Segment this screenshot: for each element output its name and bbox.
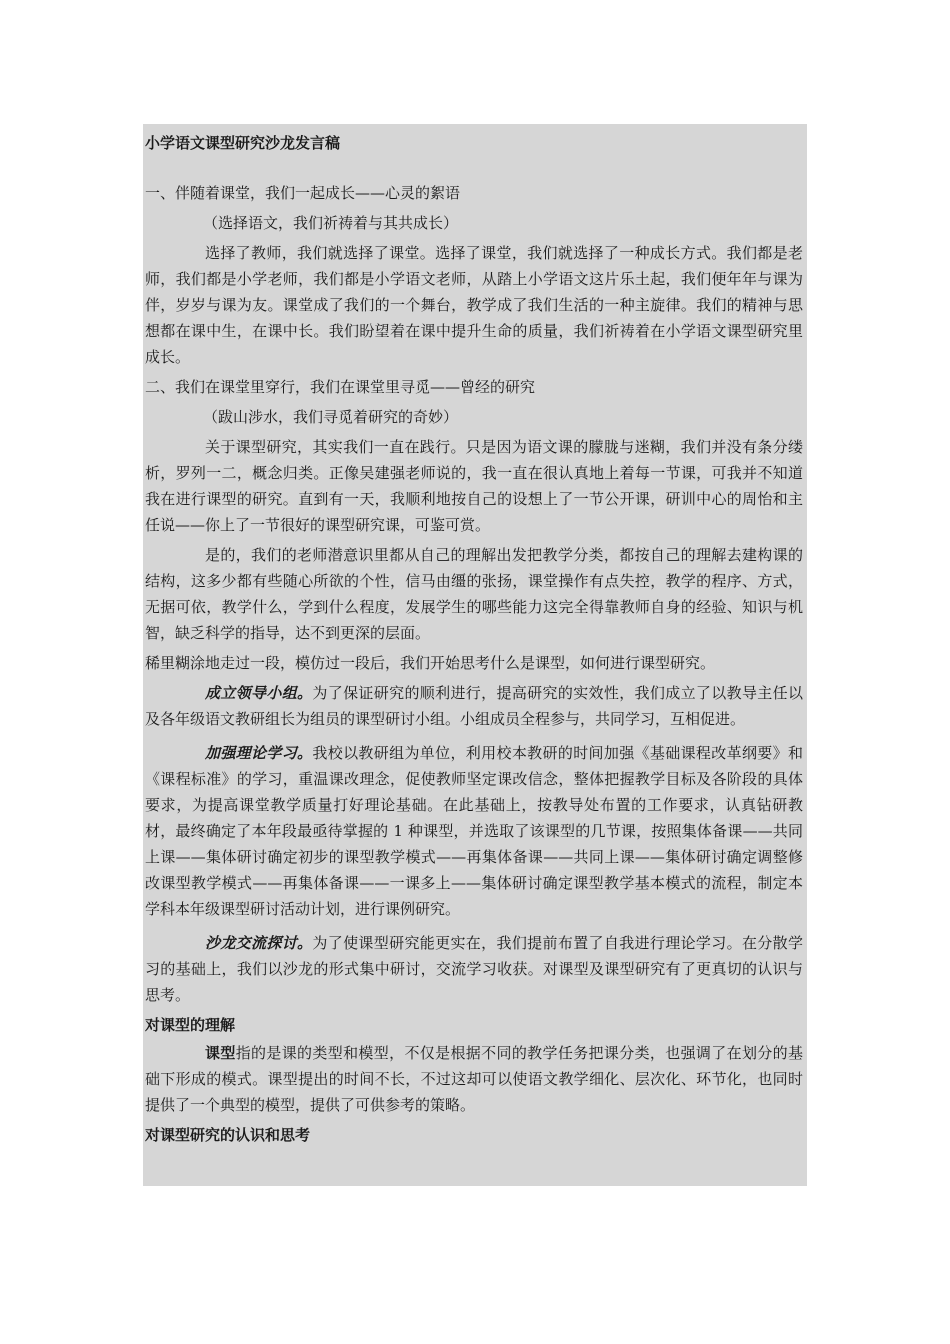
paragraph-course-type: 指的是课的类型和模型，不仅是根据不同的教学任务把课分类，也强调了在划分的基础下形成的模式。课型提出的时间不长，不过这却可以使语文教学细化、层次化、环节化，也同时提供了一个典型的模型，提供了可供参考的策略。 (145, 1044, 803, 1114)
section-1-subheading: （选择语文，我们祈祷着与其共成长） (203, 214, 459, 232)
paragraph-theory-study: 我校以教研组为单位，利用校本教研的时间加强《基础课程改革纲要》和《课程标准》的学习，重温课改理念，促使教师坚定课改信念，整体把握教学目标及各阶段的具体要求，为提高课堂教学质量打好理论基础。在此基础上，按教导处布置的工作要求，认真钻研教材，最终确定了本年段最亟待掌握的 1 种课型，并选取了该课型的几节课，按照集体备课——共同上课——集体研讨确定初步的课型教学模式——再集体备课——共同上课——集体研讨确定调整修改课型教学模式——再集体备课——一课多上——集体研讨确定课型教学基本模式的流程，制定本学科本年级课型研讨活动计划，进行课例研究。 (145, 744, 803, 918)
paragraph-establish-group: 为了保证研究的顺利进行，提高研究的实效性，我们成立了以教导主任以及各年级语文教研组长为组员的课型研讨小组。小组成员全程参与，共同学习，互相促进。 (145, 684, 803, 728)
section-3-heading: 对课型的理解 (145, 1016, 236, 1034)
lead-establish-group: 成立领导小组。 (205, 684, 313, 702)
section-4-heading: 对课型研究的认识和思考 (145, 1126, 311, 1144)
section-2-subheading: （跋山涉水，我们寻觅着研究的奇妙） (203, 408, 459, 426)
section-3-paragraph-1 (145, 1040, 807, 1118)
document-body (143, 124, 807, 1186)
section-2-heading: 二、我们在课堂里穿行，我们在课堂里寻觅——曾经的研究 (145, 378, 536, 396)
section-2-paragraph-lead-theory (145, 740, 807, 922)
section-1-paragraph-1: 选择了教师，我们就选择了课堂。选择了课堂，我们就选择了一种成长方式。我们都是老师，我们都是小学老师，我们都是小学语文老师，从踏上小学语文这片乐土起，我们便年年与课为伴，岁岁与课为友。课堂成了我们的一个舞台，教学成了我们生活的一种主旋律。我们的精神与思想都在课中生，在课中长。我们盼望着在课中提升生命的质量，我们祈祷着在小学语文课型研究里成长。 (145, 244, 803, 366)
section-2-paragraph-lead-salon (145, 930, 807, 1008)
lead-salon-exchange: 沙龙交流探讨。 (205, 934, 313, 952)
lead-course-type: 课型 (205, 1044, 236, 1062)
section-2-paragraph-2: 是的，我们的老师潜意识里都从自己的理解出发把教学分类，都按自己的理解去建构课的结构，这多少都有些随心所欲的个性，信马由缰的张扬，课堂操作有点失控，教学的程序、方式，无据可依，教学什么，学到什么程度，发展学生的哪些能力这完全得靠教师自身的经验、知识与机智，缺乏科学的指导，达不到更深的层面。 (145, 546, 803, 642)
document-title: 小学语文课型研究沙龙发言稿 (145, 134, 341, 152)
section-1-heading: 一、伴随着课堂，我们一起成长——心灵的絮语 (145, 184, 461, 202)
section-2-paragraph-lead-group (145, 680, 807, 732)
section-2-paragraph-1: 关于课型研究，其实我们一直在践行。只是因为语文课的朦胧与迷糊，我们并没有条分缕析，罗列一二，概念归类。正像吴建强老师说的，我一直在很认真地上着每一节课，可我并不知道我在进行课型的研究。直到有一天，我顺利地按自己的设想上了一节公开课，研训中心的周怡和主任说——你上了一节很好的课型研究课，可鉴可赏。 (145, 438, 803, 534)
lead-theory-study: 加强理论学习。 (205, 744, 313, 762)
paragraph-salon-exchange: 为了使课型研究能更实在，我们提前布置了自我进行理论学习。在分散学习的基础上，我们以沙龙的形式集中研讨，交流学习收获。对课型及课型研究有了更真切的认识与思考。 (145, 934, 803, 1004)
section-2-paragraph-3: 稀里糊涂地走过一段，模仿过一段后，我们开始思考什么是课型，如何进行课型研究。 (145, 654, 716, 672)
